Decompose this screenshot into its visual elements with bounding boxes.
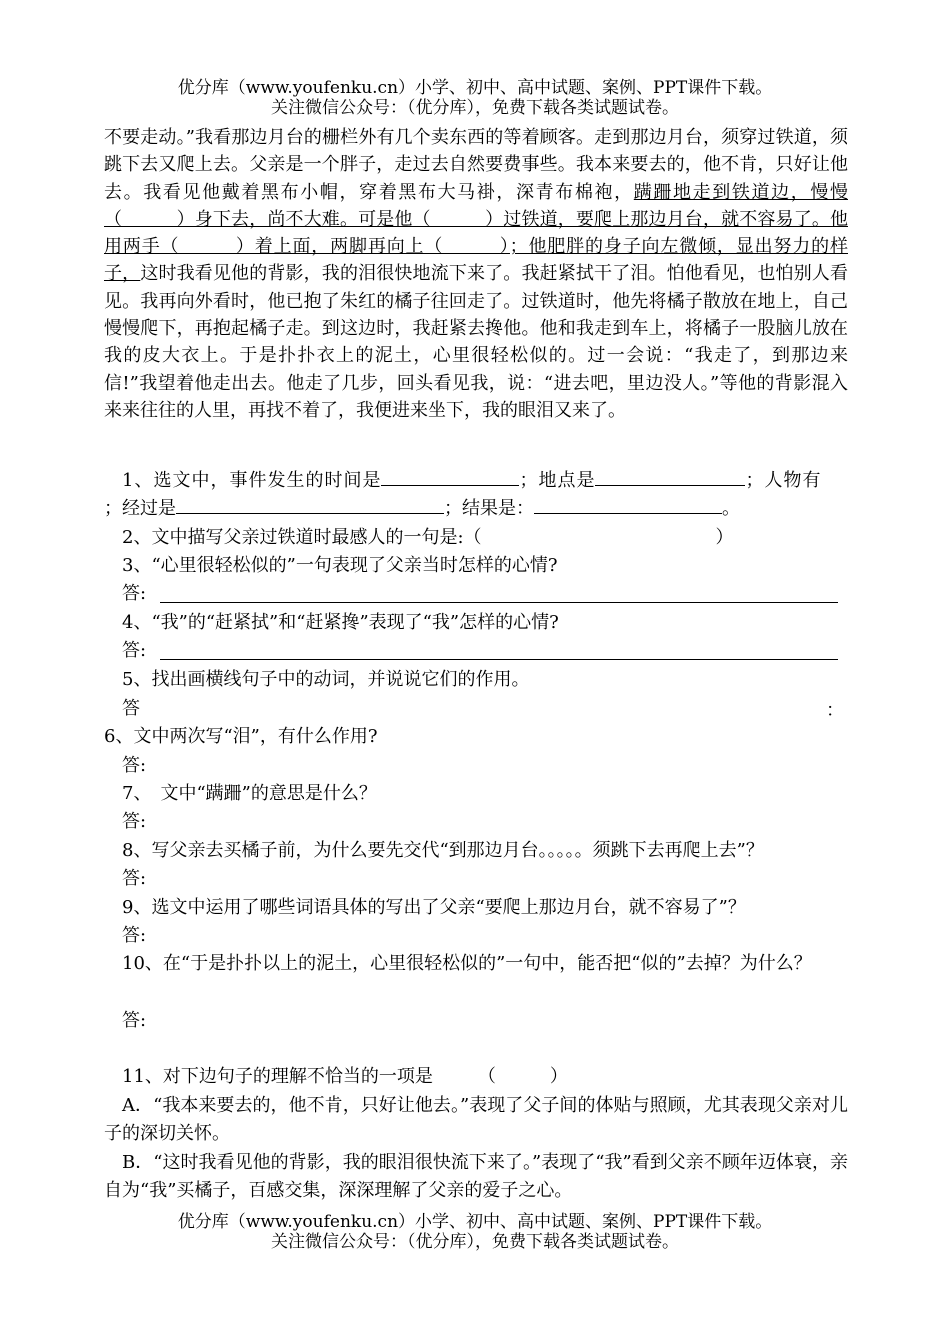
q1-blank-time[interactable] (381, 467, 519, 486)
answer-8-label: 答: (122, 868, 147, 889)
answer-9-label: 答: (122, 925, 147, 946)
passage-underlined-sentence: 蹒跚地走到铁道边，慢慢（ ）身下去，尚不大难。可是他（ ）过铁道，要爬上那边月台，就不容易了。他用两手（ ）着上面，两脚再向上（ ）；他肥胖的身子向左微倾，显出努力的样子， (104, 181, 848, 285)
q1-blank-result[interactable] (534, 495, 722, 514)
answer-3-line[interactable] (160, 602, 838, 603)
q1-text-place: ；地点是 (519, 470, 596, 491)
q1-text-process: ；经过是 (104, 498, 176, 519)
footer-watermark (0, 1212, 950, 1252)
q1-text-result: ；结果是： (444, 498, 534, 519)
question-1 (122, 467, 866, 495)
question-5: 5、找出画横线句子中的动词，并说说它们的作用。 (122, 669, 530, 690)
question-6: 6、文中两次写“泪”，有什么作用? (104, 726, 378, 747)
passage-text-2: 这时我看见他的背影，我的泪很快地流下来了。我赶紧拭干了泪。怕他看见，也怕别人看见。我再向外看时，他已抱了朱红的橘子往回走了。过铁道时，他先将橘子散放在地上，自己慢慢爬下，再抱起橘子走。到这边时，我赶紧去搀他。他和我走到车上，将橘子一股脑儿放在我的皮大衣上。于是扑扑衣上的泥土，心里很轻松似的。过一会说：“我走了，到那边来信!”我望着他走出去。他走了几步，回头看见我，说：“进去吧，里边没人。”等他的背影混入来来往往的人里，再找不着了，我便进来坐下，我的眼泪又来了。 (104, 263, 849, 421)
q1-blank-place[interactable] (595, 467, 745, 486)
header-line-2: 关注微信公众号：（优分库），免费下载各类试题试卷。 (271, 98, 679, 118)
header-watermark-top (0, 78, 950, 118)
q1-text-time: 1、选文中，事件发生的时间是 (122, 470, 382, 491)
header-line-1: 优分库（www.youfenku.cn）小学、初中、高中试题、案例、PPT课件下载。 (177, 78, 773, 98)
q1-blank-process[interactable] (176, 495, 444, 514)
answer-3-label: 答: (122, 583, 147, 604)
question-11: 11、对下边句子的理解不恰当的一项是 （ ） (122, 1066, 568, 1087)
answer-6-label: 答: (122, 755, 147, 776)
footer-line-2: 关注微信公众号：（优分库），免费下载各类试题试卷。 (271, 1232, 679, 1252)
question-11-option-a: A．“我本来要去的，他不肯，只好让他去。”表现了父子间的体贴与照顾，尤其表现父亲对儿子的深切关怀。 (104, 1095, 848, 1144)
answer-10-label: 答: (122, 1010, 147, 1031)
q1-text-end: 。 (722, 498, 740, 519)
question-11-option-b: B．“这时我看见他的背影，我的眼泪很快流下来了。”表现了“我”看到父亲不顾年迈体衰，亲自为“我”买橘子，百感交集，深深理解了父亲的爱子之心。 (104, 1152, 848, 1201)
answer-7-label: 答: (122, 811, 147, 832)
passage-text-1: 不要走动。”我看那边月台的栅栏外有几个卖东西的等着顾客。走到那边月台，须穿过铁道，须跳下去又爬上去。父亲是一个胖子，走过去自然要费事些。我本来要去的，他不肯，只好让他去。我看见他戴着黑布小帽，穿着黑布大马褂，深青布棉袍， (104, 127, 848, 203)
question-2: 2、文中描写父亲过铁道时最感人的一句是:（ ） (122, 527, 734, 548)
question-4: 4、“我”的“赶紧拭”和“赶紧搀”表现了“我”怎样的心情? (122, 612, 559, 633)
question-1-cont (104, 495, 848, 523)
footer-line-1: 优分库（www.youfenku.cn）小学、初中、高中试题、案例、PPT课件下载。 (177, 1212, 773, 1232)
question-8: 8、写父亲去买橘子前，为什么要先交代“到那边月台。。。。。须跳下去再爬上去”？ (122, 840, 764, 861)
question-9: 9、选文中运用了哪些词语具体的写出了父亲“要爬上那边月台，就不容易了”？ (122, 897, 746, 918)
question-7: 7、 文中“蹒跚”的意思是什么？ (122, 783, 377, 804)
answer-5-colon: ： (826, 700, 844, 721)
question-10: 10、在“于是扑扑以上的泥土，心里很轻松似的”一句中，能否把“似的”去掉？为什么？ (122, 953, 812, 974)
answer-4-line[interactable] (160, 659, 838, 660)
question-3: 3、“心里很轻松似的”一句表现了父亲当时怎样的心情? (122, 555, 558, 576)
answer-5-label: 答 (122, 698, 140, 719)
q1-text-people: ；人物有 (745, 470, 822, 491)
answer-4-label: 答: (122, 640, 147, 661)
reading-passage (104, 124, 848, 424)
